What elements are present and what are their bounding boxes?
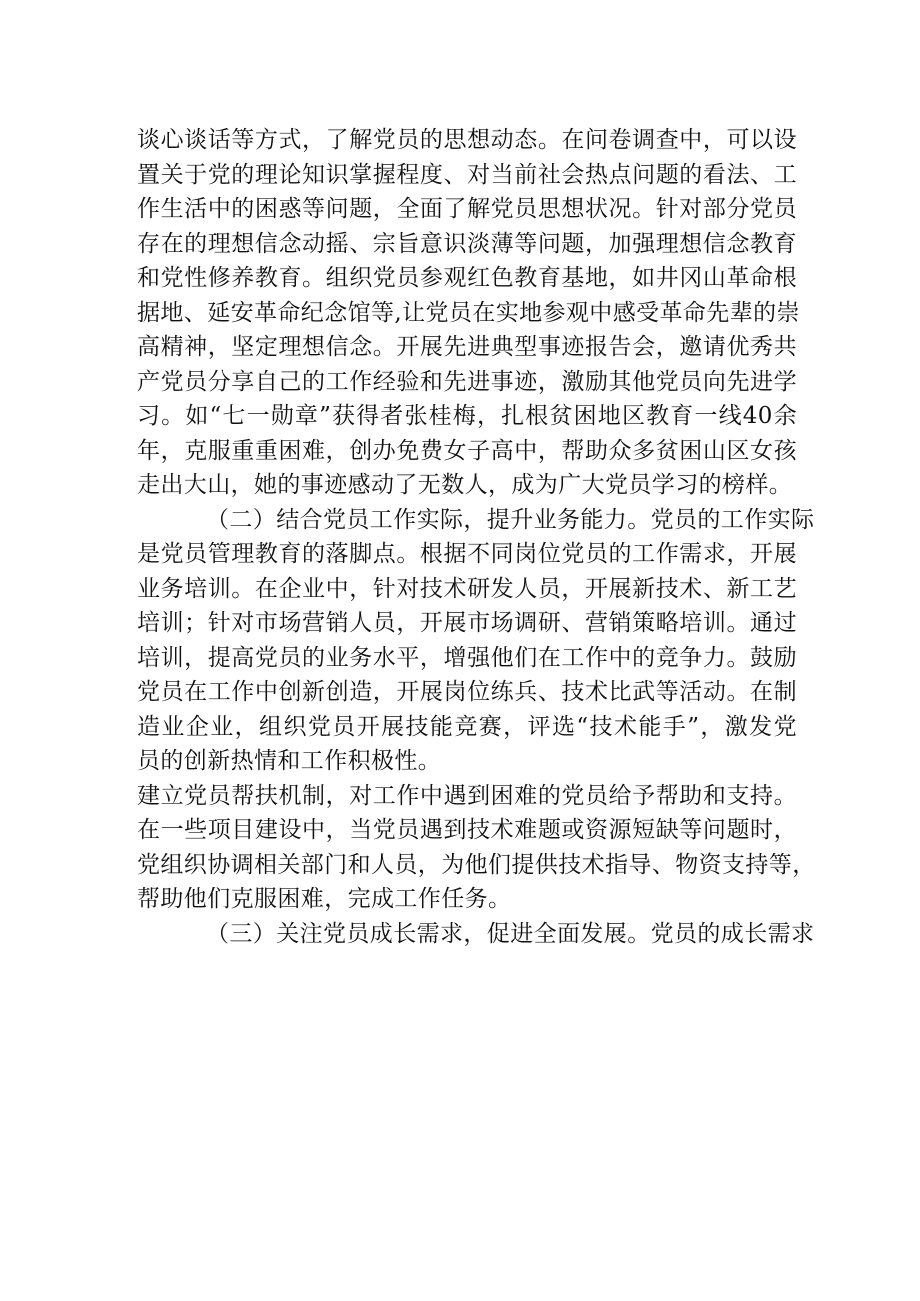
paragraph-ideological-education [137, 123, 800, 503]
text-line: 建立党员帮扶机制，对工作中遇到困难的党员给予帮助和支持。 [137, 782, 797, 809]
text-line: 年，克服重重困难，创办免费女子高中，帮助众多贫困山区女孩 [137, 437, 797, 464]
text-line: 在一些项目建设中，当党员遇到技术难题或资源短缺等问题时， [137, 817, 797, 843]
text-line: 业务培训。在企业中，针对技术研发人员，开展新技术、新工艺 [137, 575, 797, 602]
text-line: 置关于党的理论知识掌握程度、对当前社会热点问题的看法、工 [137, 161, 797, 188]
text-line: 培训，提高党员的业务水平，增强他们在工作中的竞争力。鼓励 [137, 644, 797, 671]
document-body [137, 123, 816, 951]
section-heading-line: （二）结合党员工作实际，提升业务能力。党员的工作实际 [206, 506, 815, 533]
paragraph-growth-needs [137, 917, 815, 952]
text-line: 造业企业，组织党员开展技能竞赛，评选“技术能手”，激发党 [137, 713, 797, 740]
text-line: 据地、延安革命纪念馆等,让党员在实地参观中感受革命先辈的崇 [137, 299, 800, 326]
text-line: 存在的理想信念动摇、宗旨意识淡薄等问题，加强理想信念教育 [137, 230, 797, 257]
paragraph-assistance-mechanism [137, 779, 816, 917]
text-line: 党员在工作中创新创造，开展岗位练兵、技术比武等活动。在制 [137, 679, 797, 705]
text-line: 帮助他们克服困难，完成工作任务。 [137, 886, 512, 912]
text-line: 是党员管理教育的落脚点。根据不同岗位党员的工作需求，开展 [137, 541, 797, 567]
text-line: 培训；针对市场营销人员，开展市场调研、营销策略培训。通过 [137, 610, 797, 636]
text-line: 谈心谈话等方式，了解党员的思想动态。在问卷调查中，可以设 [137, 127, 797, 153]
text-line: 产党员分享自己的工作经验和先进事迹，激励其他党员向先进学 [137, 368, 797, 395]
text-line: 走出大山，她的事迹感动了无数人，成为广大党员学习的榜样。 [137, 472, 793, 498]
text-line: 作生活中的困惑等问题，全面了解党员思想状况。针对部分党员 [137, 196, 797, 222]
text-line: 和党性修养教育。组织党员参观红色教育基地，如井冈山革命根 [137, 265, 797, 291]
section-heading-line: （三）关注党员成长需求，促进全面发展。党员的成长需求 [206, 920, 815, 947]
text-line: 党组织协调相关部门和人员，为他们提供技术指导、物资支持等， [137, 851, 816, 878]
text-line: 员的创新热情和工作积极性。 [137, 748, 442, 774]
text-line: 高精神，坚定理想信念。开展先进典型事迹报告会，邀请优秀共 [137, 334, 797, 360]
paragraph-business-ability [137, 503, 815, 779]
text-line: 习。如“七一勋章”获得者张桂梅，扎根贫困地区教育一线40余 [137, 403, 797, 429]
